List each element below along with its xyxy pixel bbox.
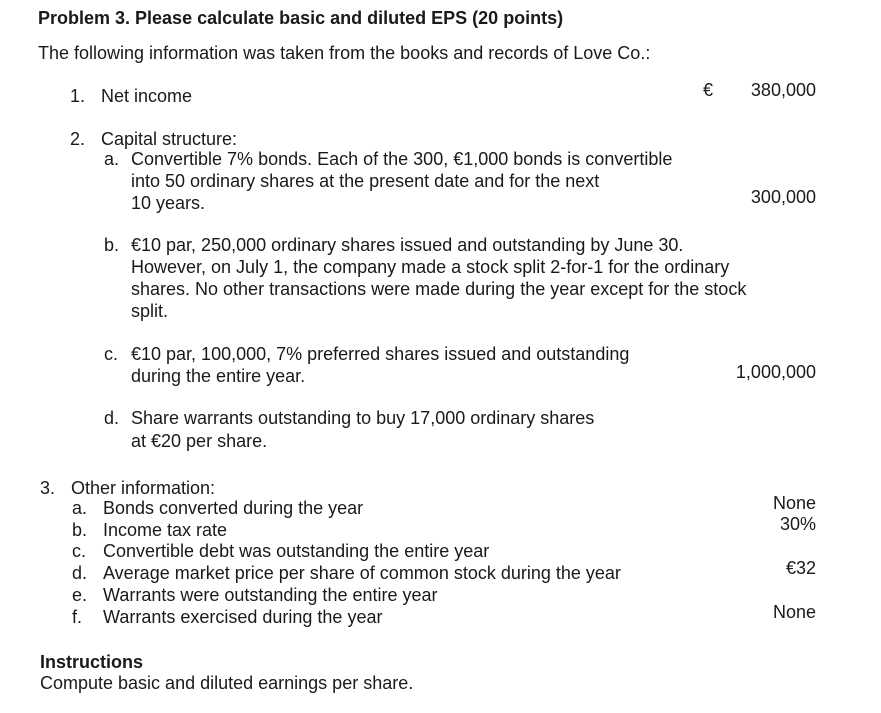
item3-row-value: €32 xyxy=(785,558,816,578)
item3-number: 3. xyxy=(40,478,56,498)
intro-text: The following information was taken from the books and records of Love Co.: xyxy=(38,43,651,63)
item3-row-value: None xyxy=(772,602,816,622)
item2c-letter: c. xyxy=(104,344,119,364)
item3-row-text: Convertible debt was outstanding the entire year xyxy=(103,541,490,561)
item3-row-letter: a. xyxy=(72,498,88,518)
item2b-line: €10 par, 250,000 ordinary shares issued and outstanding by June 30. xyxy=(131,235,684,255)
item3-row-text: Income tax rate xyxy=(103,520,228,540)
item2a-line: 10 years. xyxy=(131,193,206,213)
instructions-text: Compute basic and diluted earnings per share. xyxy=(40,673,414,693)
item2c-line: during the entire year. xyxy=(131,366,306,386)
item2c-amount: 1,000,000 xyxy=(735,362,816,382)
instructions-heading: Instructions xyxy=(40,652,144,672)
item2d-line: Share warrants outstanding to buy 17,000 ordinary shares xyxy=(131,408,595,428)
item2b-line: split. xyxy=(131,301,169,321)
item2b-letter: b. xyxy=(104,235,120,255)
item3-row-value: None xyxy=(772,493,816,513)
item3-row-value: 30% xyxy=(779,514,816,534)
item3-row-text: Warrants were outstanding the entire year xyxy=(103,585,438,605)
item2d-line: at €20 per share. xyxy=(131,431,268,451)
item3-row-letter: c. xyxy=(72,541,87,561)
item2a-letter: a. xyxy=(104,149,120,169)
item2b-line: However, on July 1, the company made a stock split 2-for-1 for the ordinary xyxy=(131,257,730,277)
item2a-line: into 50 ordinary shares at the present date and for the next xyxy=(131,171,600,191)
item3-row-letter: b. xyxy=(72,520,88,540)
item2a-amount: 300,000 xyxy=(750,187,816,207)
item3-row-letter: f. xyxy=(72,607,83,627)
item2b-line: shares. No other transactions were made during the year except for the stock xyxy=(131,279,747,299)
item1-number: 1. xyxy=(70,86,86,106)
item1-currency: € xyxy=(703,80,714,100)
item3-row-letter: d. xyxy=(72,563,88,583)
item3-row-text: Warrants exercised during the year xyxy=(103,607,383,627)
item3-row-letter: e. xyxy=(72,585,88,605)
problem-title: Problem 3. Please calculate basic and diluted EPS (20 points) xyxy=(38,8,564,28)
item1-amount: 380,000 xyxy=(750,80,816,100)
item3-label: Other information: xyxy=(71,478,216,498)
item3-row-text: Average market price per share of common stock during the year xyxy=(103,563,621,583)
item2c-line: €10 par, 100,000, 7% preferred shares issued and outstanding xyxy=(131,344,630,364)
item2-label: Capital structure: xyxy=(101,129,238,149)
item1-label: Net income xyxy=(101,86,193,106)
item2d-letter: d. xyxy=(104,408,120,428)
item3-row-text: Bonds converted during the year xyxy=(103,498,364,518)
item2-number: 2. xyxy=(70,129,86,149)
item2a-line: Convertible 7% bonds. Each of the 300, €1,000 bonds is convertible xyxy=(131,149,673,169)
